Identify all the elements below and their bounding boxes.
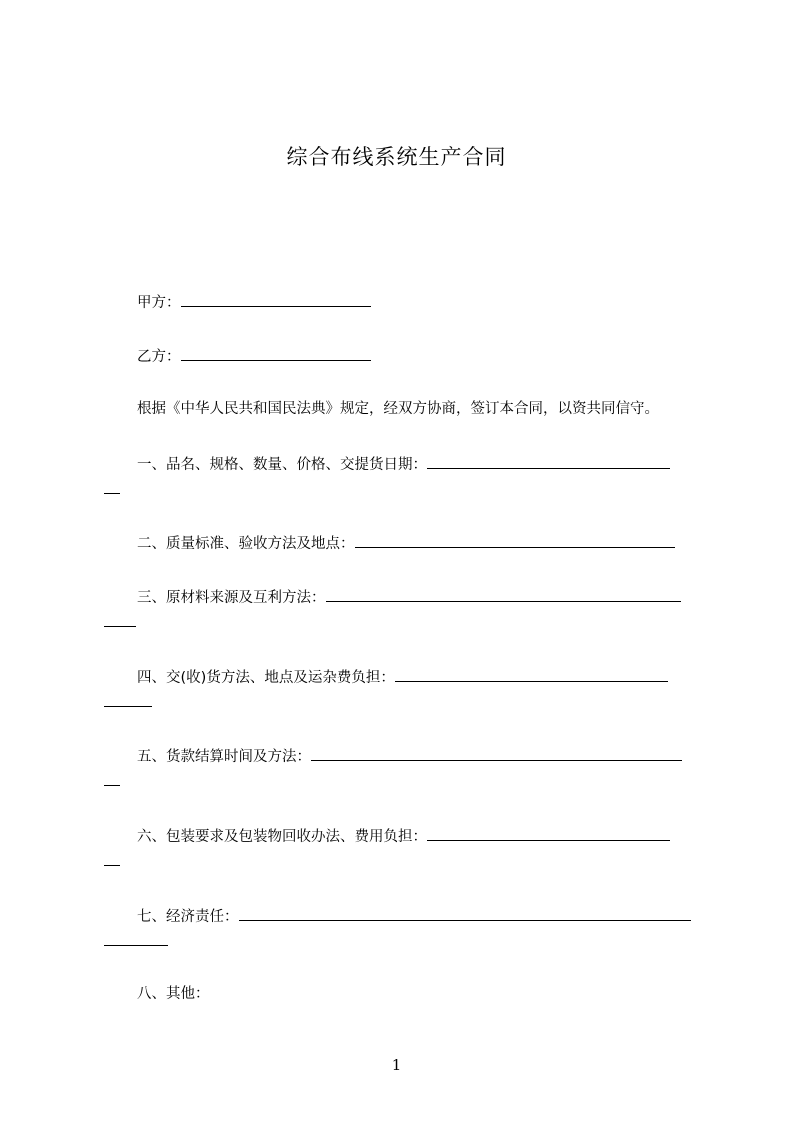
party-b-blank[interactable] <box>181 346 371 361</box>
page-number: 1 <box>391 1056 402 1074</box>
clause-6-blank-continued[interactable] <box>104 865 120 866</box>
document-title: 综合布线系统生产合同 <box>286 145 507 169</box>
clause-3-blank-continued[interactable] <box>104 626 136 627</box>
clause-3-line <box>137 587 681 607</box>
clause-1-blank[interactable] <box>427 454 670 469</box>
party-a-line <box>137 292 371 312</box>
clause-1-label: 一、品名、规格、数量、价格、交提货日期： <box>137 457 427 473</box>
clause-1-line <box>137 454 670 474</box>
clause-4-line <box>137 667 668 687</box>
clause-2-line <box>137 533 675 553</box>
clause-6-blank[interactable] <box>427 826 670 841</box>
clause-7-blank[interactable] <box>239 906 691 921</box>
clause-7-line <box>137 906 691 926</box>
clause-8-label: 八、其他： <box>137 986 210 1002</box>
clause-7-blank-continued[interactable] <box>104 945 168 946</box>
clause-3-label: 三、原材料来源及互利方法： <box>137 590 326 606</box>
party-a-label: 甲方： <box>137 295 181 311</box>
clause-2-label: 二、质量标准、验收方法及地点： <box>137 536 355 552</box>
clause-5-line <box>137 746 682 766</box>
clause-2-blank[interactable] <box>355 533 675 548</box>
preamble: 根据《中华人民共和国民法典》规定，经双方协商，签订本合同，以资共同信守。 <box>137 401 659 417</box>
party-a-blank[interactable] <box>181 292 371 307</box>
clause-6-label: 六、包装要求及包装物回收办法、费用负担： <box>137 829 427 845</box>
party-b-label: 乙方： <box>137 349 181 365</box>
clause-7-label: 七、经济责任： <box>137 909 239 925</box>
clause-3-blank[interactable] <box>326 587 681 602</box>
clause-5-blank[interactable] <box>311 746 682 761</box>
clause-5-blank-continued[interactable] <box>104 785 120 786</box>
clause-4-label: 四、交(收)货方法、地点及运杂费负担： <box>137 670 395 686</box>
clause-1-blank-continued[interactable] <box>104 493 120 494</box>
party-b-line <box>137 346 371 366</box>
clause-4-blank[interactable] <box>395 667 668 682</box>
clause-4-blank-continued[interactable] <box>104 706 152 707</box>
clause-6-line <box>137 826 670 846</box>
clause-5-label: 五、货款结算时间及方法： <box>137 749 311 765</box>
